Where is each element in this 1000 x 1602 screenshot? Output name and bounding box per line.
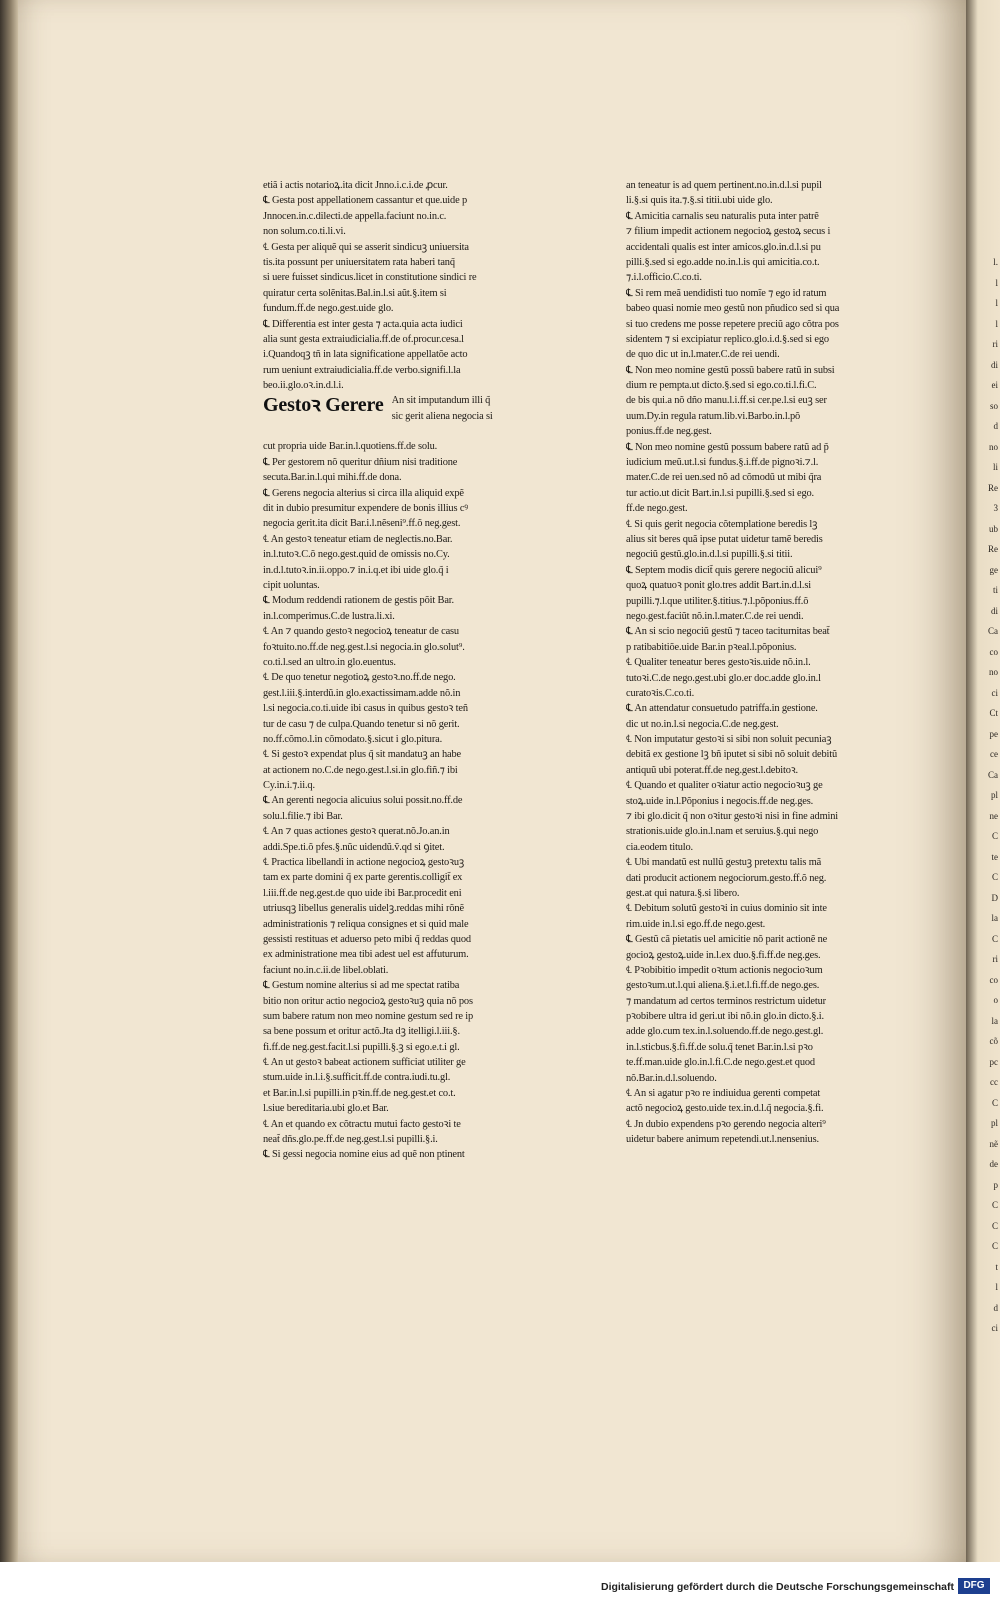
text-line: si tuo credens me posse repetere preciũ ago cõtra pos xyxy=(626,318,839,330)
adjacent-page-fragment: pc xyxy=(989,1056,998,1067)
text-line: ⁊ ibi glo.dicit q̃ non oꝛitur gestoꝛi nisi in fine admini xyxy=(626,811,839,823)
text-line: sa bene possum et oritur actõ.Jta dꝫ itelligi.l.iii.§. xyxy=(263,1026,460,1038)
text-line: etiã i actis notarioꝝ.ita dicit Jnno.i.c.i.de ꝓcur. xyxy=(263,180,448,191)
adjacent-page-fragment: p xyxy=(993,1179,998,1190)
adjacent-page-fragment: C xyxy=(991,831,998,841)
text-line: neat̃ dñs.glo.pe.ff.de neg.gest.l.si pupilli.§.i. xyxy=(263,1134,438,1146)
adjacent-page-fragment: o xyxy=(993,995,998,1005)
text-line: utriusqꝫ libellus generalis uidelꝫ.reddas mihi rõnẽ xyxy=(263,903,464,915)
text-line: ℄ An gestoꝛ teneatur etiam de neglectis.no.Bar. xyxy=(263,533,453,545)
text-line: gest.at qui natura.§.si libero. xyxy=(626,887,740,899)
text-line: ℄ An ut gestoꝛ babeat actionem sufficiat utiliter ge xyxy=(263,1057,466,1069)
text-line: babeo quasi nomie meo gestũ non pñudico sed si qua xyxy=(626,303,840,315)
text-line: gocioꝝ gestoꝝ.uide in.l.ex duo.§.fi.ff.de neg.ges. xyxy=(626,949,821,961)
text-line: fundum.ff.de nego.gest.uide glo. xyxy=(263,303,394,315)
text-line: l.siue bereditaria.ubi glo.et Bar. xyxy=(263,1103,389,1115)
footer-credit: Digitalisierung gefördert durch die Deutsche Forschungsgemeinschaft xyxy=(601,1581,954,1593)
text-line: uidetur babere animum repetendi.ut.l.nensenius. xyxy=(626,1134,819,1146)
text-line: ℄ Non imputatur gestoꝛi si sibi non soluit pecuniaꝫ xyxy=(626,734,832,746)
book-page xyxy=(18,0,966,1562)
text-line: in.l.sticbus.§.fi.ff.de solu.q̃ tenet Bar.in.l.si pꝛo xyxy=(626,1041,813,1053)
adjacent-page-fragment: ce xyxy=(990,749,998,759)
text-line: ℄ Si rem meã uendidisti tuo nomĩe ⁊ ego id ratum xyxy=(626,287,827,299)
text-line: de quo dic ut in.l.mater.C.de rei uendi. xyxy=(626,349,780,361)
adjacent-page-fragment: ri xyxy=(992,339,998,349)
text-line: p ratibabitiõe.uide Bar.in pꝛeal.l.põponius. xyxy=(626,641,797,653)
right-text-column xyxy=(626,178,929,1148)
text-line: in.d.l.tutoꝛ.in.ii.oppo.⁊ in.i.q.et ibi uide glo.q̃ i xyxy=(263,564,449,576)
text-line: mater.C.de rei uen.sed nõ ad cõmodũ ut mibi q̃ra xyxy=(626,472,822,484)
adjacent-page-fragment: pl xyxy=(990,790,998,800)
text-line: gestoꝛum.ut.l.qui aliena.§.i.et.l.fi.ff.de nego.ges. xyxy=(626,980,820,992)
text-line: ℄ De quo tenetur negotioꝝ gestoꝛ.no.ff.de nego. xyxy=(263,672,456,684)
text-line: at actionem no.C.de nego.gest.l.si.in glo.fiñ.⁊ ibi xyxy=(263,764,458,776)
text-line: l.si negocia.co.ti.uide ibi casus in quibus gestoꝛ teñ xyxy=(263,703,468,715)
text-line: secuta.Bar.in.l.qui mihi.ff.de dona. xyxy=(263,472,402,484)
adjacent-page-fragment: ge xyxy=(989,564,998,575)
text-line: tur de casu ⁊ de culpa.Quando tenetur si nõ gerit. xyxy=(263,718,460,730)
adjacent-page-fragment: la xyxy=(991,913,998,923)
adjacent-page-fragment: ei xyxy=(991,380,998,390)
text-line: non solum.co.ti.li.vi. xyxy=(263,226,346,238)
adjacent-page-fragment: ne xyxy=(989,810,998,821)
adjacent-page-fragment: C xyxy=(991,933,998,944)
text-line: antiquũ ubi poterat.ff.de neg.gest.l.debitoꝛ. xyxy=(626,764,798,776)
adjacent-page-fragment: ti xyxy=(992,585,998,595)
adjacent-page-fragment: C xyxy=(991,1200,998,1210)
text-line: gest.l.iii.§.interdũ.in glo.exactissimam.adde nõ.in xyxy=(263,687,461,699)
text-line: ℄ Gestum nomine alterius si ad me spectat ratiba xyxy=(263,980,460,992)
text-line: ℄ Differentia est inter gesta ⁊ acta.quia acta iudici xyxy=(263,318,463,330)
text-line: negocia gerit.ita dicit Bar.i.l.nẽseni⁹.ff.õ neg.gest. xyxy=(263,518,461,530)
book-binding-edge xyxy=(0,0,18,1562)
text-line: ℄ An si scio negociũ gestũ ⁊ taceo taciturnitas beat̃ xyxy=(626,626,830,638)
left-text-column xyxy=(263,178,566,1163)
text-line: An sit imputandum illi q̃ xyxy=(391,395,491,407)
text-line: no.ff.cõmo.l.in cõmodato.§.sicut i glo.pitura. xyxy=(263,733,443,745)
text-line: co.ti.l.sed an ultro.in glo.euentus. xyxy=(263,656,396,668)
text-line: ℄ Modum reddendi rationem de gestis põit Bar. xyxy=(263,595,454,607)
heading-word: Gestoꝛ Gerere xyxy=(263,394,384,417)
text-line: ℄ Si gessi negocia nomine eius ad quẽ non ptinent xyxy=(263,1149,465,1161)
text-line: i.Quandoqꝫ tñ in lata significatione appellatõe acto xyxy=(263,349,468,361)
text-line: faciunt no.in.c.ii.de libel.oblati. xyxy=(263,964,389,976)
text-line: dati producit actionem negociorum.gesto.ff.õ neg. xyxy=(626,872,827,884)
text-line: ⁊ mandatum ad certos terminos restrictum uidetur xyxy=(626,995,826,1007)
text-line: de bis qui.a nõ dño manu.l.i.ff.si cer.pe.l.si euꝫ ser xyxy=(626,395,827,407)
text-line: gessisti restituas et aduerso peto mibi q̃ reddas quod xyxy=(263,933,471,945)
text-line: ℄ Gesta per aliquẽ qui se asserit sindicuꝫ uniuersita xyxy=(263,241,469,253)
text-line: iudicium meũ.ut.l.si fundus.§.i.ff.de pignoꝛi.⁊.l. xyxy=(626,457,819,469)
text-line: in.l.comperimus.C.de lustra.li.xi. xyxy=(263,610,395,622)
text-line: ℄ An gerenti negocia alicuius solui possit.no.ff.de xyxy=(263,795,463,807)
adjacent-page-fragment: d xyxy=(993,1302,998,1313)
adjacent-page-fragment: ub xyxy=(989,523,998,534)
text-line: ℄ An ⁊ quando gestoꝛ negocioꝝ teneatur de casu xyxy=(263,626,459,638)
left-column-lines-top xyxy=(263,178,566,393)
text-line: ℄ Non meo nomine gestũ possũ babere ratũ in subsi xyxy=(626,364,835,376)
adjacent-page-fragment: D xyxy=(991,892,998,903)
adjacent-page-fragment: co xyxy=(989,646,998,657)
text-line: l.iii.ff.de neg.gest.de quo uide ibi Bar.procedit eni xyxy=(263,887,462,899)
adjacent-page-fragment: cõ xyxy=(989,1036,998,1046)
adjacent-page-fragment: l xyxy=(995,298,998,308)
text-line: nego.gest.faciũt nõ.in.l.mater.C.de rei uendi. xyxy=(626,610,804,622)
adjacent-page-fragment: ci xyxy=(991,1323,998,1333)
adjacent-page-fragment: C xyxy=(991,1241,998,1251)
adjacent-page-fragment: nẽ xyxy=(989,1138,998,1149)
text-line: ℄ Quando et qualiter oꝛiatur actio negocioꝛuꝫ ge xyxy=(626,780,823,792)
text-line: alius sit beres quã ipse putat uidetur tamẽ beredis xyxy=(626,533,823,545)
adjacent-page-fragment: C xyxy=(991,1097,998,1108)
adjacent-page-fragment: di xyxy=(990,605,998,616)
text-line: ℄ Debitum solutũ gestoꝛi in cuius dominio sit inte xyxy=(626,903,827,915)
text-line: ℄ An attendatur consuetudo patriffa.in gestione. xyxy=(626,703,818,715)
text-line: li.§.si quis ita.⁊.§.si titii.ubi uide glo. xyxy=(626,195,773,207)
text-line: administrationis ⁊ reliqua consignes et si quid male xyxy=(263,918,469,930)
text-line: ℄ Ubi mandatũ est nullũ gestuꝫ pretextu talis mã xyxy=(626,857,822,869)
adjacent-page-fragment: pl xyxy=(990,1118,998,1128)
text-line: sum babere ratum non meo nomine gestum sed re ip xyxy=(263,1010,474,1022)
text-line: nõ.Bar.in.d.l.soluendo. xyxy=(626,1072,717,1084)
text-line: ponius.ff.de neg.gest. xyxy=(626,426,712,438)
text-line: tur actio.ut dicit Bart.in.l.si pupilli.§.sed si ego. xyxy=(626,487,815,499)
adjacent-page-fragment: l xyxy=(995,318,998,329)
text-line: solu.l.filie.⁊ ibi Bar. xyxy=(263,810,343,822)
text-line: quoꝝ quatuoꝛ ponit glo.tres addit Bart.in.d.l.si xyxy=(626,580,811,592)
text-line: quiratur certa solẽnitas.Bal.in.l.si aũt.§.item si xyxy=(263,287,447,299)
text-line: ℄ An si agatur pꝛo re indiuidua gerenti competat xyxy=(626,1088,821,1100)
text-line: dit in dubio presumitur expendere de bonis illius cꝰ xyxy=(263,503,469,515)
adjacent-page-fragment: Re xyxy=(988,482,998,493)
adjacent-page-fragment: t xyxy=(995,1261,998,1272)
adjacent-page-fragment: Re xyxy=(988,544,998,554)
text-line: foꝛtuito.no.ff.de neg.gest.l.si negocia.in glo.solut⁹. xyxy=(263,641,465,653)
text-line: ℄ Jn dubio expendens pꝛo gerendo negocia alteri⁹ xyxy=(626,1118,826,1130)
adjacent-page-fragment: cc xyxy=(990,1077,998,1087)
text-line: te.ff.man.uide glo.in.l.fi.C.de nego.gest.et quod xyxy=(626,1057,815,1069)
adjacent-page-fragment: Ca xyxy=(988,769,998,780)
dfg-logo: DFG xyxy=(958,1578,990,1594)
text-line: sic gerit aliena negocia si xyxy=(391,410,493,422)
adjacent-page-fragment: te xyxy=(991,851,998,862)
text-line: tutoꝛi.C.de nego.gest.ubi glo.er doc.adde glo.in.l xyxy=(626,672,821,684)
text-line: si uere fuisset sindicus.licet in constitutione sindici re xyxy=(263,272,477,284)
text-line: ℄ Si quis gerit negocia cõtemplatione beredis lꝫ xyxy=(626,518,818,530)
text-line: pilli.§.sed si ego.adde no.in.l.is qui amicitia.co.t. xyxy=(626,256,820,268)
adjacent-page-fragment: no xyxy=(989,441,998,452)
adjacent-page-fragment: C xyxy=(991,1220,998,1231)
text-line: ℄ Pꝛobibitio impedit oꝛtum actionis negocioꝛum xyxy=(626,964,823,976)
adjacent-page-fragment: Ct xyxy=(989,708,998,718)
adjacent-page-fragment: no xyxy=(989,667,998,677)
text-line: rum ueniunt extraiudicialia.ff.de verbo.signifi.l.la xyxy=(263,364,461,376)
text-line: pꝛobibere ultra id geri.ut ibi nõ.in glo.in dicto.§.i. xyxy=(626,1011,824,1023)
text-line: bitio non oritur actio negocioꝝ gestoꝛuꝫ quia nõ pos xyxy=(263,995,473,1007)
adjacent-page-fragment: Ca xyxy=(988,626,998,636)
text-line: uum.Dy.in regula ratum.lib.vi.Barbo.in.l.põ xyxy=(626,410,801,422)
adjacent-page-fragment: pe xyxy=(989,728,998,739)
text-line: curatoꝛis.C.co.ti. xyxy=(626,687,695,699)
adjacent-page-fragment: ci xyxy=(991,687,998,698)
text-line: ℄ Qualiter teneatur beres gestoꝛis.uide nõ.in.l. xyxy=(626,657,811,669)
text-line: ℄ An et quando ex cõtractu mutui facto gestoꝛi te xyxy=(263,1118,461,1130)
text-line: an teneatur is ad quem pertinent.no.in.d.l.si pupil xyxy=(626,180,822,191)
left-column-lines-bottom xyxy=(263,439,566,1162)
text-line: ℄ Non meo nomine gestũ possum babere ratũ ad p̃ xyxy=(626,441,829,453)
footer-bar xyxy=(0,1562,1000,1602)
text-line: ℄ Si gestoꝛ expendat plus q̃ sit mandatuꝫ an habe xyxy=(263,749,462,761)
text-line: ⁊ filium impedit actionem negocioꝝ gestoꝝ secus i xyxy=(626,226,831,238)
entry-heading xyxy=(263,393,566,439)
text-line: ff.de nego.gest. xyxy=(626,503,688,515)
adjacent-page-fragment: de xyxy=(989,1159,998,1169)
adjacent-page-edge xyxy=(966,0,1000,1562)
text-line: et Bar.in.l.si pupilli.in pꝛin.ff.de neg.gest.et co.t. xyxy=(263,1087,456,1099)
text-line: ℄ Septem modis dicit̃ quis gerere negociũ alicui⁹ xyxy=(626,564,822,576)
adjacent-page-fragment: la xyxy=(991,1015,998,1026)
text-line: ℄ An ⁊ quas actiones gestoꝛ querat.nõ.Jo.an.in xyxy=(263,826,450,838)
text-line: negociũ gestũ.glo.in.d.l.si pupilli.§.si titii. xyxy=(626,549,793,561)
text-line: sidentem ⁊ si excipiatur replico.glo.i.d.§.sed si ego xyxy=(626,333,829,345)
text-line: ℄ Amicitia carnalis seu naturalis puta inter patrẽ xyxy=(626,210,819,222)
text-line: dic ut no.in.l.si negocia.C.de neg.gest. xyxy=(626,718,779,730)
text-line: in.l.tutoꝛ.C.õ nego.gest.quid de omissis no.Cy. xyxy=(263,549,450,561)
adjacent-page-fragment: li xyxy=(992,462,998,472)
text-line: strationis.uide glo.in.l.nam et seruius.§.qui nego xyxy=(626,826,819,838)
adjacent-page-fragment: co xyxy=(989,974,998,985)
text-line: stoꝝ.uide in.l.Põponius i negocis.ff.de neg.ges. xyxy=(626,795,814,807)
adjacent-page-fragment: l xyxy=(995,277,998,288)
text-line: stum.uide in.l.i.§.sufficit.ff.de contra.iudi.tu.gl. xyxy=(263,1072,451,1084)
adjacent-page-fragment: so xyxy=(989,400,998,411)
text-line: cipit uoluntas. xyxy=(263,579,320,591)
text-line: ℄ Gestũ cã pietatis uel amicitie nõ parit actionẽ ne xyxy=(626,934,828,946)
adjacent-page-fragment: l. xyxy=(993,257,998,267)
adjacent-page-fragment: di xyxy=(990,359,998,370)
text-line: adde glo.cum tex.in.l.soluendo.ff.de nego.gest.gl. xyxy=(626,1026,824,1038)
adjacent-page-fragment: l xyxy=(995,1282,998,1292)
text-line: addi.Spe.ti.õ pfes.§.nũc uidendũ.ṽ.qd si ꝯitet. xyxy=(263,841,445,853)
text-line: ex administratione mea tibi adest uel est affuturum. xyxy=(263,949,469,961)
text-line: debitã ex gestione lꝫ bñ iputet si sibi nõ soluit debitũ xyxy=(626,749,838,761)
text-line: ⁊.i.l.officio.C.co.ti. xyxy=(626,272,702,284)
text-line: cut propria uide Bar.in.l.quotiens.ff.de solu. xyxy=(263,441,438,453)
text-line: dium re pempta.ut dicto.§.sed si ego.co.ti.l.fi.C. xyxy=(626,380,817,392)
adjacent-page-fragment: 3 xyxy=(993,503,998,513)
text-line: Cy.in.i.⁊.ii.q. xyxy=(263,780,315,792)
heading-side-text xyxy=(392,393,493,424)
text-line: cia.eodem titulo. xyxy=(626,841,693,853)
text-line: pupilli.⁊.l.que utiliter.§.titius.⁊.l.põponius.ff.õ xyxy=(626,595,809,607)
text-line: tis.ita possunt per uniuersitatem rata haberi tanq̃ xyxy=(263,256,455,268)
text-line: rim.uide in.l.si ego.ff.de nego.gest. xyxy=(626,918,766,930)
text-line: ℄ Per gestorem nõ queritur dñium nisi traditione xyxy=(263,456,458,468)
adjacent-page-fragment: C xyxy=(991,872,998,882)
text-line: ℄ Gesta post appellationem cassantur et que.uide p xyxy=(263,195,468,207)
text-line: ℄ Practica libellandi in actione negocioꝝ gestoꝛuꝫ xyxy=(263,857,465,869)
text-line: actõ negocioꝝ gesto.uide tex.in.d.l.q̃ negocia.§.fi. xyxy=(626,1103,824,1115)
adjacent-page-fragment: ri xyxy=(992,954,998,964)
text-line: fi.ff.de neg.gest.facit.l.si pupilli.§.ꝫ si ego.e.t.i gl. xyxy=(263,1041,460,1053)
text-line: beo.ii.glo.oꝛ.in.d.l.i. xyxy=(263,380,344,392)
text-line: Jnnocen.in.c.dilecti.de appella.faciunt no.in.c. xyxy=(263,210,447,222)
text-line: accidentali qualis est inter amicos.glo.in.d.l.si pu xyxy=(626,241,821,253)
text-line: ℄ Gerens negocia alterius si circa illa aliquid expẽ xyxy=(263,487,464,499)
adjacent-page-fragment: d xyxy=(993,421,998,431)
text-line: alia sunt gesta extraiudicialia.ff.de of.procur.cesa.l xyxy=(263,333,464,345)
text-line: tam ex parte domini q̃ ex parte gerentis.colligit̃ ex xyxy=(263,872,463,884)
